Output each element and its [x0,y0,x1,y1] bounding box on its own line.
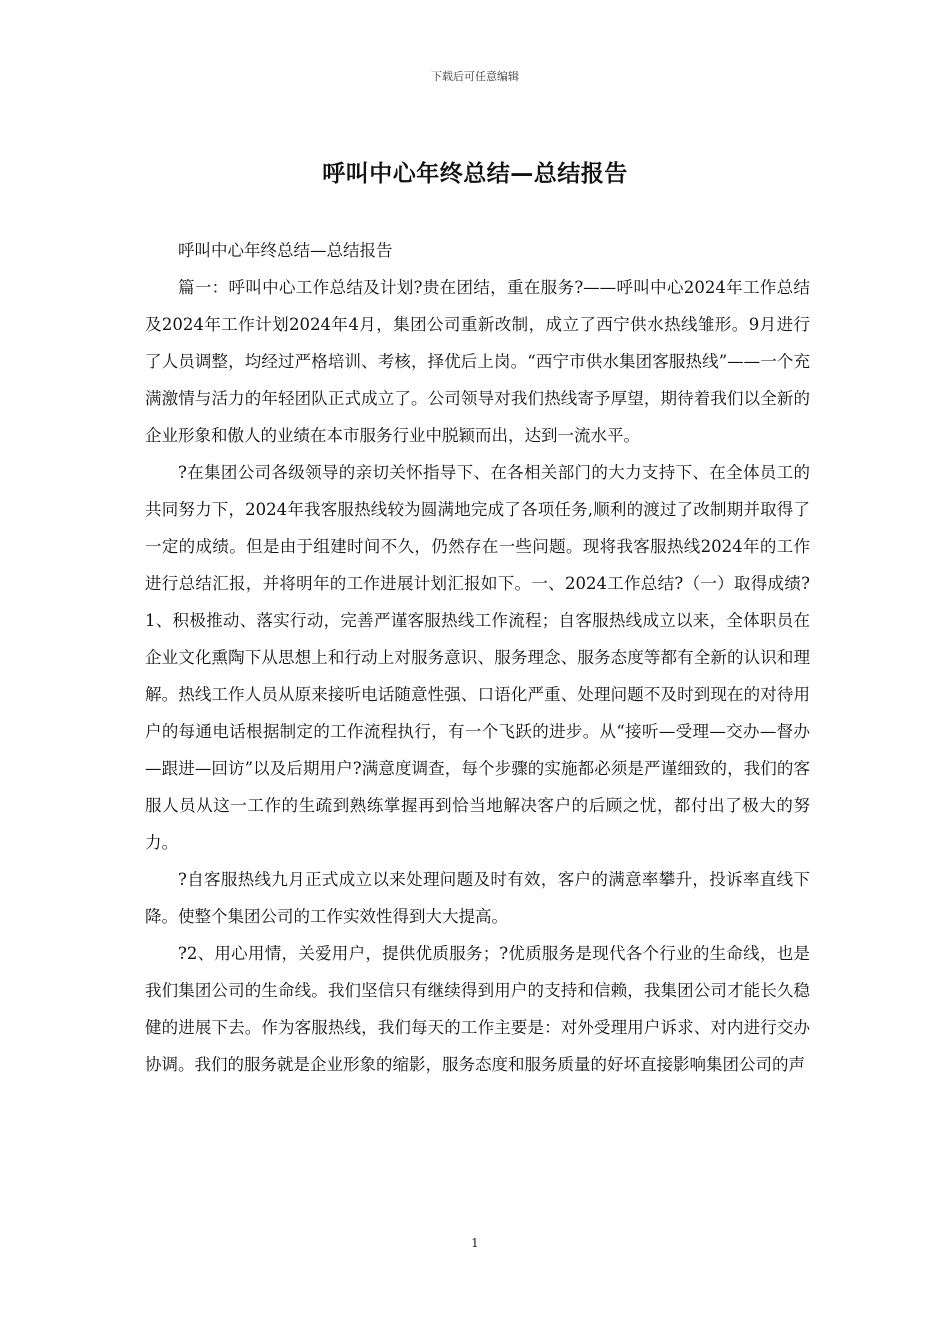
document-body [145,232,810,1083]
document-title: 呼叫中心年终总结—总结报告 [322,161,628,187]
paragraph-service: ?2、用心用情，关爱用户，提供优质服务；?优质服务是现代各个行业的生命线，也是我们集团公司的生命线。我们坚信只有继续得到用户的支持和信赖，我集团公司才能长久稳健的进展下去。作为客服热线，我们每天的工作主要是：对外受理用户诉求、对内进行交办协调。我们的服务就是企业形象的缩影，服务态度和服务质量的好坏直接影响集团公司的声 [145,944,810,1074]
paragraph-part-one: 篇一：呼叫中心工作总结及计划?贵在团结，重在服务?——呼叫中心2024年工作总结及2024年工作计划2024年4月，集团公司重新改制，成立了西宁供水热线雏形。9月进行了人员调整，均经过严格培训、考核，择优后上岗。“西宁市供水集团客服热线”——一个充满激情与活力的年轻团队正式成立了。公司领导对我们热线寄予厚望，期待着我们以全新的企业形象和傲人的业绩在本市服务行业中脱颖而出，达到一流水平。 [145,278,810,445]
paragraph-subtitle: 呼叫中心年终总结—总结报告 [178,241,393,260]
page-header-note: 下载后可任意编辑 [431,70,519,83]
paragraph-results: ?自客服热线九月正式成立以来处理问题及时有效，客户的满意率攀升，投诉率直线下降。使整个集团公司的工作实效性得到大大提高。 [145,870,810,926]
page-number: 1 [471,1236,479,1250]
paragraph-summary: ?在集团公司各级领导的亲切关怀指导下、在各相关部门的大力支持下、在全体员工的共同努力下，2024年我客服热线较为圆满地完成了各项任务,顺利的渡过了改制期并取得了一定的成绩。但是由于组建时间不久，仍然存在一些问题。现将我客服热线2024年的工作进行总结汇报，并将明年的工作进展计划汇报如下。一、2024工作总结?（一）取得成绩?1、积极推动、落实行动，完善严谨客服热线工作流程；自客服热线成立以来，全体职员在企业文化熏陶下从思想上和行动上对服务意识、服务理念、服务态度等都有全新的认识和理解。热线工作人员从原来接听电话随意性强、口语化严重、处理问题不及时到现在的对待用户的每通电话根据制定的工作流程执行，有一个飞跃的进步。从“接听—受理—交办—督办—跟进—回访”以及后期用户?满意度调查，每个步骤的实施都必须是严谨细致的，我们的客服人员从这一工作的生疏到熟练掌握再到恰当地解决客户的后顾之忧，都付出了极大的努力。 [145,463,810,852]
